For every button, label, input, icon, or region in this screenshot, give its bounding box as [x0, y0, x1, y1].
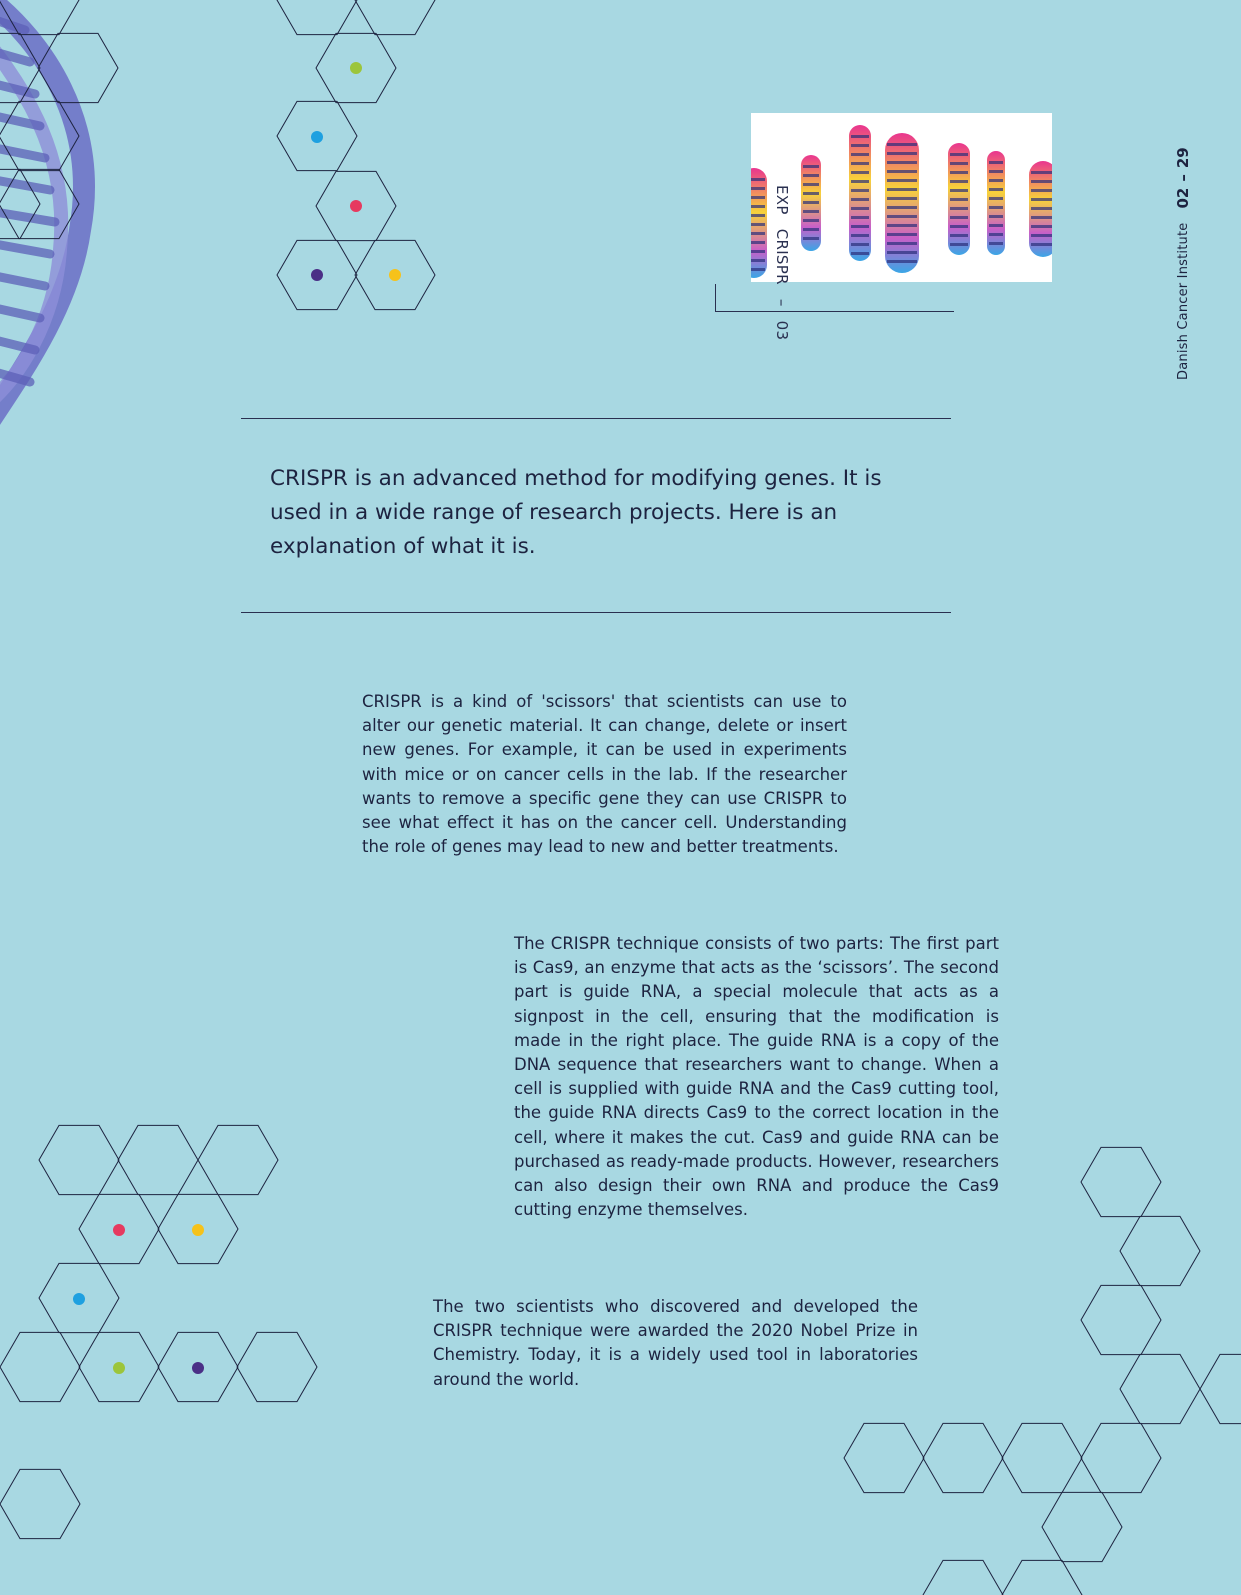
- chromosome-band: [950, 162, 968, 165]
- chromosome-band: [1031, 207, 1052, 210]
- experiment-name: CRISPR: [773, 228, 791, 285]
- experiment-number: 03: [773, 320, 791, 341]
- chromosome-band: [887, 197, 917, 200]
- chromosome-band: [950, 153, 968, 156]
- dna-helix-illustration: [0, 0, 84, 420]
- intro-top-rule: [241, 418, 951, 419]
- hexagon: [237, 1332, 317, 1401]
- chromosome-band: [887, 179, 917, 182]
- dna-strand: [0, 0, 84, 420]
- chromosome-band: [803, 210, 819, 213]
- intro-text: CRISPR is an advanced method for modifying genes. It is used in a wide range of research projects. Here is an explanation of what it is.: [270, 466, 882, 559]
- chromosome-band: [887, 188, 917, 191]
- chromosome-band: [950, 189, 968, 192]
- chromosome-band: [851, 243, 869, 246]
- chromosome-band: [887, 215, 917, 218]
- hexagon: [923, 1560, 1003, 1595]
- chromosome-band: [950, 225, 968, 228]
- section-number: 02: [1174, 187, 1192, 209]
- hexagon: [0, 1469, 80, 1538]
- chromosome-band: [1031, 243, 1052, 246]
- chromosome-band: [851, 198, 869, 201]
- chromosome-band: [989, 179, 1003, 182]
- color-dot: [311, 131, 323, 143]
- chromosome: [987, 151, 1005, 255]
- chromosome-band: [887, 152, 917, 155]
- chromosome-band: [851, 252, 869, 255]
- chromosome-band: [751, 241, 765, 244]
- chromosome-band: [803, 237, 819, 240]
- chromosome-band: [1031, 198, 1052, 201]
- chromosome-band: [989, 233, 1003, 236]
- hexagon: [1200, 1354, 1241, 1423]
- hexagon: [1002, 1423, 1082, 1492]
- chromosome-band: [803, 183, 819, 186]
- chromosome-band: [950, 198, 968, 201]
- color-dot: [113, 1362, 125, 1374]
- hexagon: [1120, 1354, 1200, 1423]
- hexagon: [118, 1125, 198, 1194]
- color-dot: [192, 1224, 204, 1236]
- hexagon: [1081, 1147, 1161, 1216]
- color-dot: [73, 1293, 85, 1305]
- color-dot: [192, 1362, 204, 1374]
- chromosome-band: [989, 161, 1003, 164]
- institute-name: Danish Cancer Institute: [1175, 222, 1191, 380]
- chromosome-band: [851, 207, 869, 210]
- hexagon: [844, 1423, 924, 1492]
- chromosome-band: [1031, 234, 1052, 237]
- chromosome-band: [1031, 216, 1052, 219]
- chromosome-band: [950, 180, 968, 183]
- color-dot: [389, 269, 401, 281]
- chromosome-band: [989, 215, 1003, 218]
- experiment-code: EXP: [773, 185, 791, 215]
- chromosome-band: [887, 260, 917, 263]
- chromosome-band: [887, 161, 917, 164]
- hexagon: [1042, 1492, 1122, 1561]
- chromosome-band: [803, 192, 819, 195]
- dna-rung: [0, 244, 50, 254]
- page-header-vertical: [1170, 130, 1196, 380]
- chromosome-band: [751, 259, 765, 262]
- chromosome-band: [887, 224, 917, 227]
- paragraph-technique: The CRISPR technique consists of two parts: The first part is Cas9, an enzyme that acts as the ‘scissors’. The second part is guide RNA, a special molecule that acts as a signpost in the cell, ensuring that the modification is made in the right place. The guide RNA is a copy of the DNA sequence that researchers want to change. When a cell is supplied with guide RNA and the Cas9 cutting tool, the guide RNA directs Cas9 to the correct location in the cell, where it makes the cut. Cas9 and guide RNA can be purchased as ready-made products. However, researchers can also design their own RNA and produce the Cas9 cutting enzyme themselves.: [514, 934, 999, 1220]
- chromosome-band: [887, 170, 917, 173]
- chromosome-image: [751, 113, 1052, 282]
- colored-dots: [73, 62, 401, 1374]
- chromosome-band: [1031, 180, 1052, 183]
- chromosome-band: [803, 219, 819, 222]
- chromosome-band: [751, 268, 765, 271]
- intro-bottom-rule: [241, 612, 951, 613]
- chromosome-band: [851, 171, 869, 174]
- chromosome-band: [989, 224, 1003, 227]
- chromosome-band: [887, 233, 917, 236]
- hexagon: [355, 0, 435, 35]
- chromosome-band: [851, 234, 869, 237]
- chromosome-band: [851, 225, 869, 228]
- chromosome-band: [887, 242, 917, 245]
- hexagon: [198, 1125, 278, 1194]
- chromosome-band: [851, 135, 869, 138]
- chromosome-band: [887, 251, 917, 254]
- chromosome-band: [851, 162, 869, 165]
- chromosome-band: [803, 201, 819, 204]
- hexagon: [1081, 1423, 1161, 1492]
- chromosome-band: [950, 207, 968, 210]
- hexagon: [277, 0, 357, 35]
- experiment-separator: –: [773, 298, 791, 307]
- chromosome-band: [1031, 171, 1052, 174]
- chromosome-band: [950, 234, 968, 237]
- paragraph-nobel: The two scientists who discovered and developed the CRISPR technique were awarded the 2020 Nobel Prize in Chemistry. Today, it is a widely used tool in laboratories around the world.: [433, 1297, 918, 1389]
- experiment-label-bracket: [715, 284, 954, 312]
- chromosome-band: [989, 242, 1003, 245]
- hexagon: [1002, 1560, 1082, 1595]
- chromosome-band: [803, 174, 819, 177]
- dna-rung: [0, 308, 40, 318]
- hexagon: [1120, 1216, 1200, 1285]
- chromosome-band: [1031, 225, 1052, 228]
- chromosome-band: [887, 143, 917, 146]
- chromosome-band: [950, 171, 968, 174]
- paragraph-scissors: CRISPR is a kind of 'scissors' that scientists can use to alter our genetic material. It can change, delete or insert new genes. For example, it can be used in experiments with mice or on cancer cells in the lab. If the researcher wants to remove a specific gene they can use CRISPR to see what effect it has on the cancer cell. Understanding the role of genes may lead to new and better treatments.: [362, 692, 847, 857]
- chromosome-band: [851, 189, 869, 192]
- chromosome-band: [803, 165, 819, 168]
- chromosome-band: [989, 170, 1003, 173]
- chromosome-band: [989, 197, 1003, 200]
- chromosome-band: [751, 232, 765, 235]
- chromosome-band: [950, 216, 968, 219]
- dna-rung: [0, 276, 45, 286]
- chromosome-band: [751, 223, 765, 226]
- hexagon: [1081, 1285, 1161, 1354]
- chromosome-band: [751, 187, 765, 190]
- chromosome-band: [851, 216, 869, 219]
- chromosome-band: [751, 196, 765, 199]
- chromosome-band: [751, 214, 765, 217]
- chromosome-band: [989, 188, 1003, 191]
- chromosome-band: [851, 144, 869, 147]
- hexagon: [923, 1423, 1003, 1492]
- chromosome-band: [887, 206, 917, 209]
- color-dot: [311, 269, 323, 281]
- chromosome-band: [1031, 189, 1052, 192]
- hexagon: [39, 1125, 119, 1194]
- experiment-label: [770, 185, 794, 365]
- color-dot: [350, 200, 362, 212]
- chromosome-band: [751, 205, 765, 208]
- chromosome-band: [989, 206, 1003, 209]
- page-number: 29: [1174, 147, 1192, 169]
- chromosome-band: [751, 250, 765, 253]
- chromosome-band: [751, 178, 765, 181]
- color-dot: [350, 62, 362, 74]
- color-dot: [113, 1224, 125, 1236]
- chromosome-band: [851, 180, 869, 183]
- chromosome-band: [950, 243, 968, 246]
- hexagon: [0, 1332, 80, 1401]
- chromosome-band: [851, 153, 869, 156]
- chromosome-band: [803, 228, 819, 231]
- header-separator: –: [1174, 174, 1192, 182]
